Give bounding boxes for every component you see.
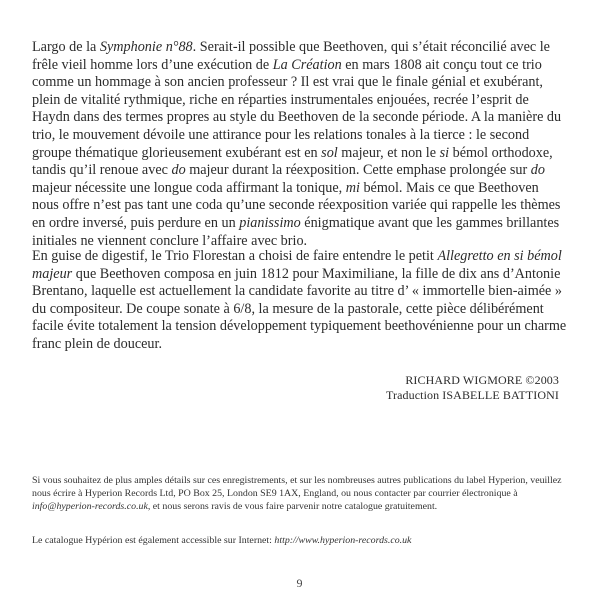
footer-text-3: Le catalogue Hypérion est également accessible sur Internet: [32, 535, 275, 546]
p2-text-2: que Beethoven composa en juin 1812 pour Maximiliane, la fille de dix ans d’Antonie Brentano, laquelle est actuellement la candidate favorite au titre d’ « immortelle bien-aimée » du compositeur. De coupe sonate à 6/8, la mesure de la pastorale, cette pièce délibérément facile évite totalement la tension développement typiquement beethovénienne pour un charme franc plein de douceur. [32, 265, 567, 352]
p1-italic-si: si [439, 144, 450, 161]
p1-text-1: Largo de la [32, 39, 100, 55]
p1-italic-do-2: do [530, 162, 545, 179]
p2-text-1: En guise de digestif, le Trio Florestan a choisi de faire entendre le petit [32, 248, 438, 264]
p1-text-5: bémol orthodoxe, tandis qu’il renoue avec [32, 144, 553, 179]
p2-italic-allegretto: Allegretto en si bémol majeur [32, 248, 562, 282]
paragraph-allegretto [32, 248, 568, 354]
p1-italic-do: do [171, 162, 186, 179]
p1-italic-sol: sol [321, 144, 338, 161]
p1-italic-symphonie: Symphonie n°88 [99, 39, 193, 55]
page-number: 9 [296, 576, 303, 590]
footer-text-2: , et nous serons ravis de vous faire parvenir notre catalogue gratuitement. [147, 501, 438, 512]
website-url-link[interactable]: http://www.hyperion-records.co.uk [274, 535, 412, 546]
contact-email-link[interactable]: info@hyperion-records.co.uk [32, 501, 148, 512]
p1-text-8: bémol. Mais ce que Beethoven nous offre n’est pas tant une coda qu’une seconde réexposition variée qui rappelle les thèmes en ordre inversé, puis perdure en un [32, 179, 561, 231]
footer-text-1: Si vous souhaitez de plus amples détails sur ces enregistrements, et sur les nombreuses autres publications du label Hyperion, veuillez nous écrire à Hyperion Records Ltd, PO Box 25, London SE9 1AX, England, ou nous contacter par courrier électronique à [32, 475, 562, 499]
author-credit: RICHARD WIGMORE ©2003 [405, 373, 559, 387]
p1-italic-creation: La Création [272, 56, 342, 73]
paragraph-symphony-88 [32, 39, 568, 250]
footer-contact-note [32, 474, 568, 513]
p1-text-2: . Serait-il possible que Beethoven, qui s’était réconcilié avec le frêle vieil homme lors d’une exécution de [32, 39, 550, 73]
p1-text-3: en mars 1808 ait conçu tout ce trio comme un hommage à son ancien professeur ? Il est vrai que le finale génial et exubérant, plein de vitalité rythmique, riche en réparties instrumentales enjouées, recrée l’esprit de Haydn dans des termes propres au style du Beethoven de la seconde période. A la manière du trio, le mouvement dévoile une attirance pour les relations tonales à la tierce : le second groupe thématique glorieusement exubérant est en [32, 56, 562, 161]
p1-italic-mi: mi [345, 179, 360, 196]
p1-italic-pianissimo: pianissimo [239, 214, 301, 231]
p1-text-6: majeur durant la réexposition. Cette emphase prolongée sur [185, 162, 531, 179]
p1-text-4: majeur, et non le [337, 144, 440, 161]
p1-text-7: majeur nécessite une longue coda affirmant la tonique, [32, 179, 346, 196]
footer-catalogue-note [32, 534, 568, 547]
translator-credit: Traduction ISABELLE BATTIONI [385, 388, 559, 402]
p1-text-9: énigmatique avant que les gammes brillantes initiales ne viennent conclure l’affaire avec brio. [32, 214, 560, 249]
